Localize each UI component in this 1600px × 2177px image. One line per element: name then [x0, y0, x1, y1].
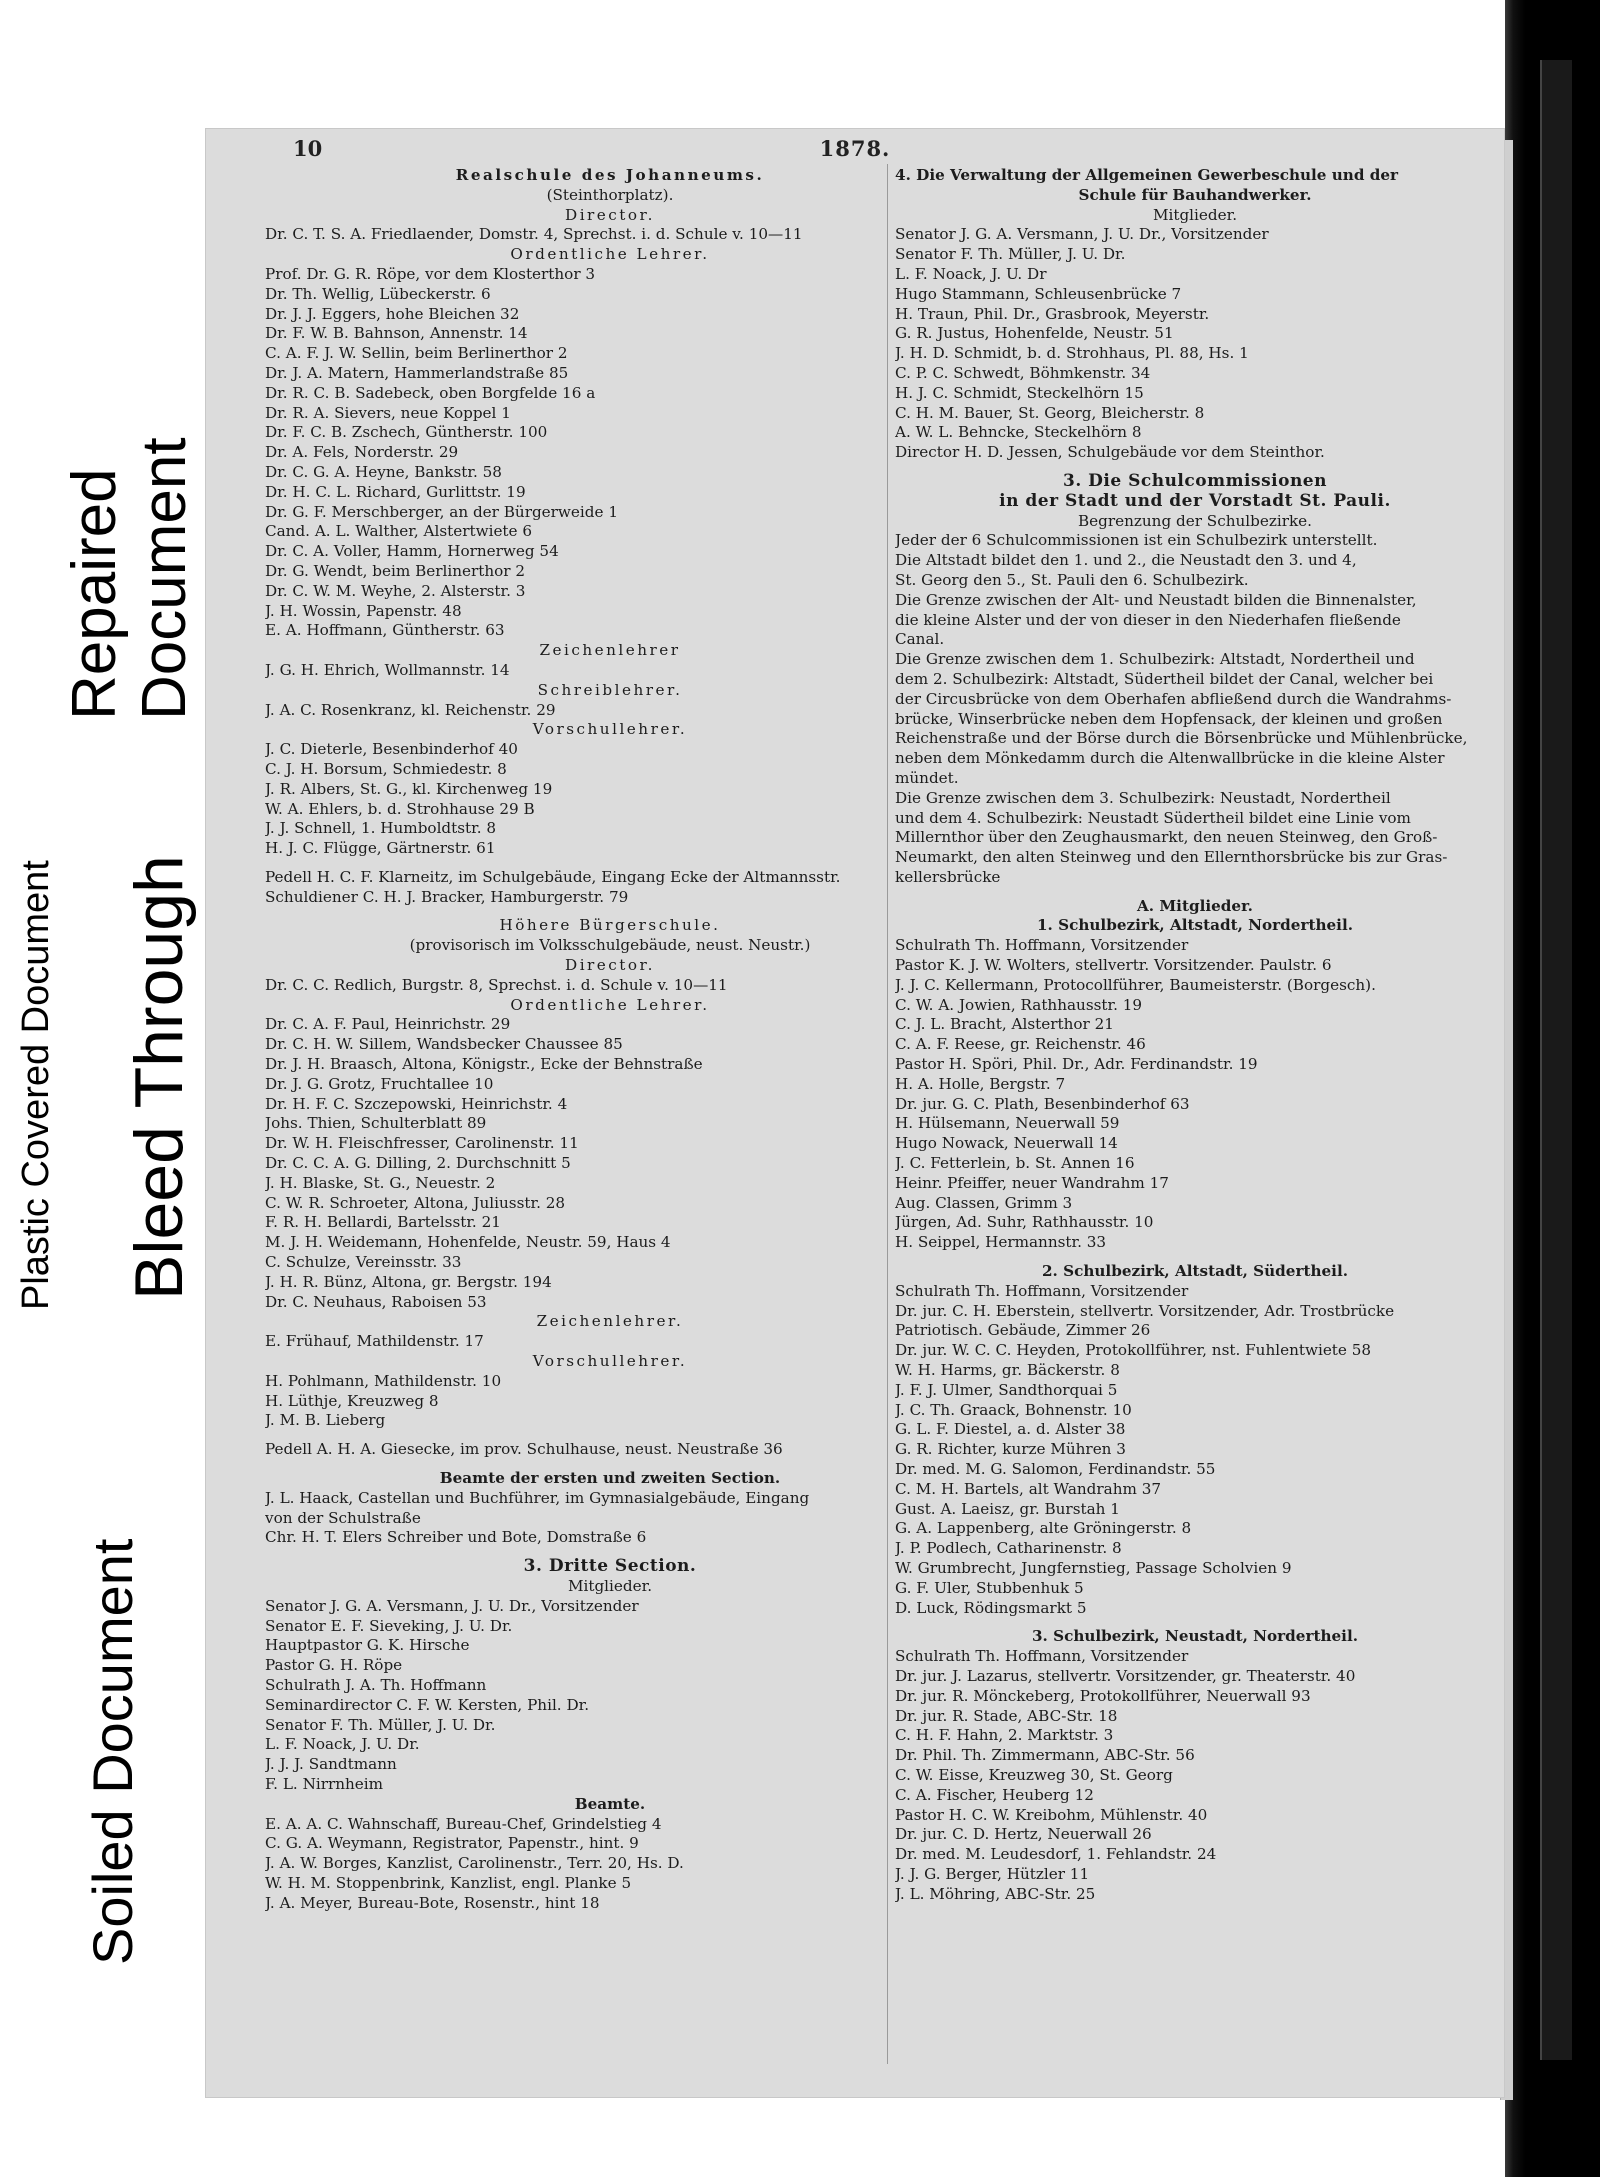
list-entry: mündet.: [895, 768, 959, 787]
list-entry: G. R. Justus, Hohenfelde, Neustr. 51: [895, 324, 1174, 343]
list-entry: W. Grumbrecht, Jungfernstieg, Passage Scholvien 9: [895, 1558, 1292, 1577]
list-entry: H. Pohlmann, Mathildenstr. 10: [265, 1371, 502, 1390]
list-entry: dem 2. Schulbezirk: Altstadt, Südertheil bildet der Canal, welcher bei: [895, 669, 1434, 688]
list-entry: J. L. Möhring, ABC-Str. 25: [895, 1884, 1096, 1903]
list-entry: D. Luck, Rödingsmarkt 5: [895, 1598, 1087, 1617]
group-heading: Beamte.: [574, 1794, 646, 1813]
list-entry: Dr. H. C. L. Richard, Gurlittstr. 19: [265, 482, 526, 501]
list-entry: Hauptpastor G. K. Hirsche: [265, 1636, 470, 1655]
list-entry: Dr. Th. Wellig, Lübeckerstr. 6: [265, 284, 491, 303]
list-entry: W. H. Harms, gr. Bäckerstr. 8: [895, 1361, 1120, 1380]
district-heading: 3. Schulbezirk, Neustadt, Nordertheil.: [1031, 1627, 1359, 1646]
list-entry: H. Seippel, Hermannstr. 33: [895, 1233, 1107, 1252]
list-entry: J. C. Fetterlein, b. St. Annen 16: [895, 1154, 1135, 1173]
list-entry: Dr. H. F. C. Szczepowski, Heinrichstr. 4: [265, 1094, 568, 1113]
list-entry: Canal.: [895, 630, 945, 649]
list-entry: G. A. Lappenberg, alte Gröningerstr. 8: [895, 1519, 1192, 1538]
list-entry: C. Schulze, Vereinsstr. 33: [265, 1253, 462, 1272]
list-entry: J. M. B. Lieberg: [265, 1411, 386, 1430]
list-hb-teachers: [265, 1015, 955, 1312]
list-entry: Dr. F. C. B. Zschech, Güntherstr. 100: [265, 423, 548, 442]
list-entry: Dr. J. G. Grotz, Fruchtallee 10: [265, 1074, 494, 1093]
list-entry: Dr. F. W. B. Bahnson, Annenstr. 14: [265, 324, 528, 343]
scanner-edge-inner: [1540, 60, 1572, 2060]
list-entry: Dr. W. H. Fleischfresser, Carolinenstr. 11: [265, 1134, 579, 1153]
paragraph-boundaries: [895, 531, 1495, 887]
group-heading: Schreiblehrer.: [537, 680, 683, 699]
group-heading: Mitglieder.: [1152, 205, 1238, 224]
list-entry: H. Hülsemann, Neuerwall 59: [895, 1114, 1120, 1133]
label-repaired-document: [60, 437, 200, 720]
list-entry: C. G. A. Weymann, Registrator, Papenstr., hint. 9: [265, 1834, 639, 1853]
list-entry: Director H. D. Jessen, Schulgebäude vor dem Steinthor.: [895, 443, 1325, 462]
list-entry: Dr. jur. R. Stade, ABC-Str. 18: [895, 1706, 1118, 1725]
list-entry: Die Grenze zwischen der Alt- und Neustadt bilden die Binnenalster,: [895, 590, 1417, 609]
list-entry: Chr. H. T. Elers Schreiber und Bote, Domstraße 6: [265, 1528, 647, 1547]
list-entry: J. L. Haack, Castellan und Buchführer, im Gymnasialgebäude, Eingang: [265, 1488, 810, 1507]
list-entry: Dr. med. M. Leudesdorf, 1. Fehlandstr. 24: [895, 1845, 1217, 1864]
list-entry: Pastor K. J. W. Wolters, stellvertr. Vorsitzender. Paulstr. 6: [895, 956, 1332, 975]
list-entry: Dr. C. Neuhaus, Raboisen 53: [265, 1292, 487, 1311]
list-entry: Dr. G. F. Merschberger, an der Bürgerweide 1: [265, 502, 618, 521]
list-entry: H. J. C. Flügge, Gärtnerstr. 61: [265, 839, 496, 858]
list-entry: C. W. Eisse, Kreuzweg 30, St. Georg: [895, 1765, 1173, 1784]
group-heading: Ordentliche Lehrer.: [510, 245, 710, 264]
list-entry: C. H. M. Bauer, St. Georg, Bleicherstr. 8: [895, 403, 1205, 422]
group-heading: Ordentliche Lehrer.: [510, 995, 710, 1014]
list-entry: Millernthor über den Zeughausmarkt, den neuen Steinweg, den Groß-: [895, 828, 1438, 847]
list-entry: J. J. C. Kellermann, Protocollführer, Baumeisterstr. (Borgesch).: [895, 975, 1376, 994]
list-entry: H. A. Holle, Bergstr. 7: [895, 1074, 1066, 1093]
list-entry: Die Altstadt bildet den 1. und 2., die Neustadt den 3. und 4,: [895, 551, 1357, 570]
label-bleed-through: Bleed Through: [121, 855, 197, 1300]
label-repaired-line1: Repaired: [60, 468, 129, 720]
list-entry: Jürgen, Ad. Suhr, Rathhausstr. 10: [895, 1213, 1154, 1232]
list-entry: C. A. Fischer, Heuberg 12: [895, 1785, 1094, 1804]
group-heading: Zeichenlehrer.: [536, 1312, 684, 1331]
list-entry: J. H. D. Schmidt, b. d. Strohhaus, Pl. 88, Hs. 1: [895, 344, 1249, 363]
list-entry: Aug. Classen, Grimm 3: [895, 1193, 1073, 1212]
group-heading: Zeichenlehrer: [539, 641, 681, 660]
list-real-teachers: [265, 265, 955, 641]
list-entry: H. Traun, Phil. Dr., Grasbrook, Meyerstr.: [895, 304, 1210, 323]
page-year: 1878.: [819, 136, 891, 161]
list-entry: und dem 4. Schulbezirk: Neustadt Südertheil bildet eine Linie vom: [895, 808, 1411, 827]
entry: Pedell H. C. F. Klarneitz, im Schulgebäude, Eingang Ecke der Altmannsstr.: [265, 867, 841, 886]
list-beamte-12: [265, 1489, 955, 1548]
list-entry: C. P. C. Schwedt, Böhmkenstr. 34: [895, 363, 1151, 382]
list-entry: C. M. H. Bartels, alt Wandrahm 37: [895, 1479, 1162, 1498]
list-entry: Dr. C. H. W. Sillem, Wandsbecker Chaussee 85: [265, 1035, 623, 1054]
list-entry: J. A. C. Rosenkranz, kl. Reichenstr. 29: [265, 700, 556, 719]
list-entry: J. H. Wossin, Papenstr. 48: [265, 601, 462, 620]
label-soiled-document: Soiled Document: [81, 1538, 144, 1965]
list-real-writing: [265, 701, 955, 721]
list-entry: Johs. Thien, Schulterblatt 89: [265, 1114, 487, 1133]
list-entry: Cand. A. L. Walther, Alstertwiete 6: [265, 522, 533, 541]
entry: Pedell A. H. A. Giesecke, im prov. Schulhause, neust. Neustraße 36: [265, 1440, 783, 1459]
list-entry: J. R. Albers, St. G., kl. Kirchenweg 19: [265, 779, 553, 798]
list-entry: Dr. J. A. Matern, Hammerlandstraße 85: [265, 363, 569, 382]
section-subheading: (provisorisch im Volksschulgebäude, neust. Neustr.): [409, 936, 811, 955]
list-entry: L. F. Noack, J. U. Dr.: [265, 1735, 420, 1754]
list-district-1: [895, 936, 1495, 1253]
list-entry: Patriotisch. Gebäude, Zimmer 26: [895, 1321, 1151, 1340]
list-entry: Dr. A. Fels, Norderstr. 29: [265, 443, 459, 462]
list-entry: Hugo Nowack, Neuerwall 14: [895, 1134, 1118, 1153]
list-entry: G. F. Uler, Stubbenhuk 5: [895, 1578, 1084, 1597]
section-heading: Beamte der ersten und zweiten Section.: [439, 1469, 781, 1487]
label-plastic-covered: Plastic Covered Document: [15, 860, 57, 1310]
list-entry: Prof. Dr. G. R. Röpe, vor dem Klosterthor 3: [265, 264, 596, 283]
group-heading: Vorschullehrer.: [532, 720, 688, 739]
list-entry: Jeder der 6 Schulcommissionen ist ein Schulbezirk unterstellt.: [895, 531, 1378, 550]
section-heading: in der Stadt und der Vorstadt St. Pauli.: [999, 490, 1391, 511]
list-entry: J. H. R. Bünz, Altona, gr. Bergstr. 194: [265, 1272, 552, 1291]
list-entry: Dr. C. A. Voller, Hamm, Hornerweg 54: [265, 542, 559, 561]
entry: Dr. C. T. S. A. Friedlaender, Domstr. 4, Sprechst. i. d. Schule v. 10—11: [265, 225, 803, 244]
list-entry: neben dem Mönkedamm durch die Altenwallbrücke in die kleine Alster: [895, 749, 1445, 768]
list-entry: J. J. G. Berger, Hützler 11: [895, 1864, 1090, 1883]
group-heading: A. Mitglieder.: [1137, 896, 1253, 915]
list-entry: kellersbrücke: [895, 867, 1001, 886]
entry: Schuldiener C. H. J. Bracker, Hamburgerstr. 79: [265, 887, 629, 906]
list-entry: Pastor H. Spöri, Phil. Dr., Adr. Ferdinandstr. 19: [895, 1055, 1258, 1074]
list-real-preschool: [265, 740, 955, 859]
list-real-drawing: [265, 661, 955, 681]
list-entry: C. W. R. Schroeter, Altona, Juliusstr. 28: [265, 1193, 566, 1212]
dark-scanner-edge: [1505, 0, 1600, 2177]
list-entry: Schulrath J. A. Th. Hoffmann: [265, 1675, 487, 1694]
list-entry: Pastor G. H. Röpe: [265, 1656, 403, 1675]
list-entry: der Circusbrücke von dem Oberhafen abfließend durch die Wandrahms-: [895, 689, 1452, 708]
list-entry: Dr. J. J. Eggers, hohe Bleichen 32: [265, 304, 520, 323]
list-hb-drawing: [265, 1332, 955, 1352]
list-entry: Senator F. Th. Müller, J. U. Dr.: [265, 1715, 496, 1734]
list-entry: von der Schulstraße: [265, 1508, 421, 1527]
list-entry: Schulrath Th. Hoffmann, Vorsitzender: [895, 1281, 1189, 1300]
section-heading: 3. Dritte Section.: [523, 1556, 697, 1577]
list-entry: W. H. M. Stoppenbrink, Kanzlist, engl. Planke 5: [265, 1873, 632, 1892]
list-hb-preschool: [265, 1372, 955, 1431]
list-dritte-members: [265, 1597, 955, 1795]
list-entry: Dr. jur. C. H. Eberstein, stellvertr. Vorsitzender, Adr. Trostbrücke: [895, 1301, 1395, 1320]
list-entry: J. J. J. Sandtmann: [265, 1755, 397, 1774]
list-entry: Dr. jur. G. C. Plath, Besenbinderhof 63: [895, 1094, 1190, 1113]
list-entry: Dr. Phil. Th. Zimmermann, ABC-Str. 56: [895, 1746, 1195, 1765]
list-entry: F. R. H. Bellardi, Bartelsstr. 21: [265, 1213, 501, 1232]
list-entry: Reichenstraße und der Börse durch die Börsenbrücke und Mühlenbrücke,: [895, 729, 1468, 748]
list-entry: M. J. H. Weidemann, Hohenfelde, Neustr. 59, Haus 4: [265, 1233, 671, 1252]
list-entry: die kleine Alster und der von dieser in den Niederhafen fließende: [895, 610, 1401, 629]
list-dritte-beamte: [265, 1815, 955, 1914]
list-entry: Heinr. Pfeiffer, neuer Wandrahm 17: [895, 1173, 1169, 1192]
list-entry: E. A. Hoffmann, Güntherstr. 63: [265, 621, 505, 640]
list-entry: L. F. Noack, J. U. Dr: [895, 264, 1047, 283]
group-heading: Director.: [565, 205, 655, 224]
list-entry: Senator F. Th. Müller, J. U. Dr.: [895, 245, 1126, 264]
group-heading: Vorschullehrer.: [532, 1352, 688, 1371]
list-entry: Gust. A. Laeisz, gr. Burstah 1: [895, 1499, 1120, 1518]
list-entry: C. J. L. Bracht, Alsterthor 21: [895, 1015, 1114, 1034]
list-entry: Dr. R. A. Sievers, neue Koppel 1: [265, 403, 511, 422]
list-district-3: [895, 1647, 1495, 1904]
list-entry: G. L. F. Diestel, a. d. Alster 38: [895, 1420, 1126, 1439]
label-repaired-line2: Document: [130, 437, 199, 720]
list-entry: Dr. J. H. Braasch, Altona, Königstr., Ecke der Behnstraße: [265, 1055, 703, 1074]
list-entry: C. A. F. J. W. Sellin, beim Berlinerthor 2: [265, 344, 568, 363]
list-entry: J. C. Dieterle, Besenbinderhof 40: [265, 740, 518, 759]
list-entry: Dr. jur. W. C. C. Heyden, Protokollführer, nst. Fuhlentwiete 58: [895, 1341, 1372, 1360]
list-entry: Dr. G. Wendt, beim Berlinerthor 2: [265, 561, 526, 580]
list-entry: G. R. Richter, kurze Mühren 3: [895, 1440, 1126, 1459]
section-heading: 3. Die Schulcommissionen: [1062, 470, 1327, 491]
list-entry: J. C. Th. Graack, Bohnenstr. 10: [895, 1400, 1132, 1419]
right-column: [895, 166, 1495, 1905]
section-subheading: (Steinthorplatz).: [546, 185, 674, 204]
district-heading: 1. Schulbezirk, Altstadt, Nordertheil.: [1036, 916, 1354, 935]
list-entry: Senator E. F. Sieveking, J. U. Dr.: [265, 1616, 513, 1635]
page-number: 10: [293, 136, 323, 161]
entry: Dr. C. C. Redlich, Burgstr. 8, Sprechst. i. d. Schule v. 10—11: [265, 975, 728, 994]
group-heading: Director.: [565, 956, 655, 975]
list-entry: J. G. H. Ehrich, Wollmannstr. 14: [265, 660, 510, 679]
group-heading: Mitglieder.: [567, 1576, 653, 1595]
list-entry: J. F. J. Ulmer, Sandthorquai 5: [895, 1380, 1118, 1399]
list-entry: E. A. A. C. Wahnschaff, Bureau-Chef, Grindelstieg 4: [265, 1814, 662, 1833]
list-entry: Dr. C. G. A. Heyne, Bankstr. 58: [265, 462, 502, 481]
list-entry: A. W. L. Behncke, Steckelhörn 8: [895, 423, 1142, 442]
list-entry: J. J. Schnell, 1. Humboldtstr. 8: [265, 819, 497, 838]
list-entry: Die Grenze zwischen dem 3. Schulbezirk: Neustadt, Nordertheil: [895, 788, 1391, 807]
district-heading: 2. Schulbezirk, Altstadt, Südertheil.: [1041, 1262, 1348, 1281]
list-entry: Dr. C. C. A. G. Dilling, 2. Durchschnitt 5: [265, 1154, 571, 1173]
list-entry: F. L. Nirrnheim: [265, 1774, 384, 1793]
section-heading: Realschule des Johanneums.: [455, 166, 765, 184]
list-entry: St. Georg den 5., St. Pauli den 6. Schulbezirk.: [895, 570, 1249, 589]
list-entry: Dr. jur. R. Mönckeberg, Protokollführer, Neuerwall 93: [895, 1686, 1311, 1705]
list-entry: H. Lüthje, Kreuzweg 8: [265, 1391, 439, 1410]
list-entry: Schulrath Th. Hoffmann, Vorsitzender: [895, 1647, 1189, 1666]
list-entry: Dr. jur. C. D. Hertz, Neuerwall 26: [895, 1825, 1152, 1844]
list-entry: Dr. C. A. F. Paul, Heinrichstr. 29: [265, 1015, 511, 1034]
degradation-labels: [0, 0, 205, 2177]
list-gewerbe-members: [895, 225, 1495, 463]
list-entry: Dr. med. M. G. Salomon, Ferdinandstr. 55: [895, 1460, 1216, 1478]
list-entry: E. Frühauf, Mathildenstr. 17: [265, 1332, 484, 1351]
list-entry: H. J. C. Schmidt, Steckelhörn 15: [895, 383, 1144, 402]
left-column: [265, 166, 955, 1914]
list-entry: Die Grenze zwischen dem 1. Schulbezirk: Altstadt, Nordertheil und: [895, 650, 1415, 669]
list-entry: Hugo Stammann, Schleusenbrücke 7: [895, 284, 1182, 303]
list-entry: C. W. A. Jowien, Rathhausstr. 19: [895, 995, 1143, 1014]
list-entry: J. A. W. Borges, Kanzlist, Carolinenstr., Terr. 20, Hs. D.: [265, 1854, 684, 1873]
scanned-page: [205, 128, 1505, 2098]
list-entry: W. A. Ehlers, b. d. Strohhause 29 B: [265, 799, 535, 818]
list-entry: C. H. F. Hahn, 2. Marktstr. 3: [895, 1726, 1114, 1745]
section-heading: Höhere Bürgerschule.: [499, 916, 721, 935]
list-entry: Neumarkt, den alten Steinweg und den Ellernthorsbrücke bis zur Gras-: [895, 848, 1448, 867]
list-entry: J. P. Podlech, Catharinenstr. 8: [895, 1539, 1122, 1558]
list-entry: Senator J. G. A. Versmann, J. U. Dr., Vorsitzender: [265, 1596, 639, 1615]
list-entry: J. H. Blaske, St. G., Neuestr. 2: [265, 1173, 496, 1192]
list-district-2: [895, 1282, 1495, 1619]
page-header: [205, 136, 1505, 162]
list-entry: Pastor H. C. W. Kreibohm, Mühlenstr. 40: [895, 1805, 1208, 1824]
list-entry: C. J. H. Borsum, Schmiedestr. 8: [265, 759, 507, 778]
list-entry: Schulrath Th. Hoffmann, Vorsitzender: [895, 936, 1189, 955]
section-subheading: Begrenzung der Schulbezirke.: [1078, 511, 1312, 530]
list-entry: Seminardirector C. F. W. Kersten, Phil. Dr.: [265, 1695, 590, 1714]
section-heading: Schule für Bauhandwerker.: [1078, 185, 1312, 204]
list-entry: Dr. C. W. M. Weyhe, 2. Alsterstr. 3: [265, 581, 526, 600]
list-entry: Dr. R. C. B. Sadebeck, oben Borgfelde 16 a: [265, 383, 596, 402]
list-entry: brücke, Winserbrücke neben dem Hopfensack, der kleinen und großen: [895, 709, 1443, 728]
list-entry: Senator J. G. A. Versmann, J. U. Dr., Vorsitzender: [895, 225, 1269, 244]
section-heading: 4. Die Verwaltung der Allgemeinen Gewerbeschule und der: [895, 166, 1399, 184]
list-entry: Dr. jur. J. Lazarus, stellvertr. Vorsitzender, gr. Theaterstr. 40: [895, 1666, 1356, 1685]
list-entry: C. A. F. Reese, gr. Reichenstr. 46: [895, 1035, 1146, 1054]
list-entry: J. A. Meyer, Bureau-Bote, Rosenstr., hint 18: [265, 1893, 600, 1912]
